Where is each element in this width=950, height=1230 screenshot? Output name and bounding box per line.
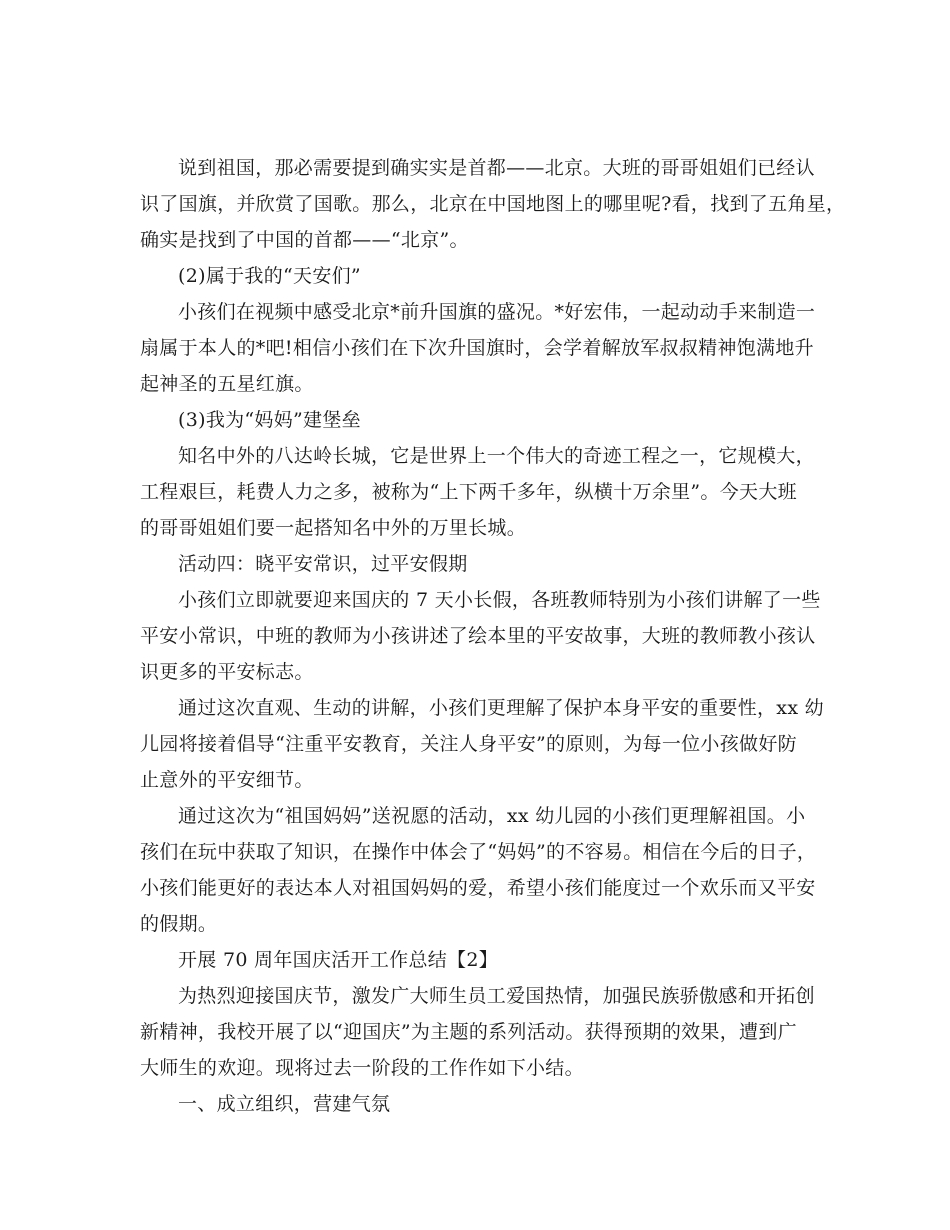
paragraph-line: 扇属于本人的*吧!相信小孩们在下次升国旗时，会学着解放军叔叔精神饱满地升 bbox=[140, 337, 814, 359]
paragraph-line: 平安小常识，中班的教师为小孩讲述了绘本里的平安故事，大班的教师教小孩认 bbox=[140, 625, 816, 647]
section-heading: 活动四：晓平安常识，过平安假期 bbox=[178, 553, 468, 575]
paragraph-line: 大师生的欢迎。现将过去一阶段的工作作如下小结。 bbox=[140, 1057, 584, 1079]
paragraph-line: 小孩们立即就要迎来国庆的 7 天小长假，各班教师特别为小孩们讲解了一些 bbox=[178, 589, 821, 611]
paragraph-line: 工程艰巨，耗费人力之多，被称为“上下两千多年，纵横十万余里”。今天大班 bbox=[140, 481, 797, 503]
paragraph-line: 的哥哥姐姐们要一起搭知名中外的万里长城。 bbox=[140, 517, 527, 539]
paragraph-line: 确实是找到了中国的首都——“北京”。 bbox=[140, 229, 469, 251]
paragraph-line: 为热烈迎接国庆节，激发广大师生员工爱国热情，加强民族骄傲感和开拓创 bbox=[178, 985, 815, 1007]
paragraph-line: 识更多的平安标志。 bbox=[140, 661, 314, 683]
paragraph-line: 的假期。 bbox=[140, 913, 218, 935]
document-heading: 开展 70 周年国庆活开工作总结【2】 bbox=[178, 949, 499, 971]
paragraph-line: 知名中外的八达岭长城，它是世界上一个伟大的奇迹工程之一，它规模大， bbox=[178, 445, 815, 467]
paragraph-line: 识了国旗，并欣赏了国歌。那么，北京在中国地图上的哪里呢?看，找到了五角星， bbox=[140, 193, 846, 215]
paragraph-line: 新精神，我校开展了以“迎国庆”为主题的系列活动。获得预期的效果，遭到广 bbox=[140, 1021, 797, 1043]
paragraph-line: 说到祖国，那必需要提到确实实是首都——北京。大班的哥哥姐姐们已经认 bbox=[178, 157, 815, 179]
paragraph-line: 小孩们在视频中感受北京*前升国旗的盛况。*好宏伟，一起动动手来制造一 bbox=[178, 301, 816, 323]
paragraph-line: 孩们在玩中获取了知识，在操作中体会了“妈妈”的不容易。相信在今后的日子， bbox=[140, 841, 817, 863]
section-heading: (2)属于我的“天安们” bbox=[178, 265, 361, 287]
paragraph-line: 起神圣的五星红旗。 bbox=[140, 373, 314, 395]
paragraph-line: 通过这次为“祖国妈妈”送祝愿的活动，xx 幼儿园的小孩们更理解祖国。小 bbox=[178, 805, 806, 827]
section-heading: (3)我为“妈妈”建堡垒 bbox=[178, 409, 361, 431]
paragraph-line: 止意外的平安细节。 bbox=[140, 769, 314, 791]
paragraph-line: 通过这次直观、生动的讲解，小孩们更理解了保护本身平安的重要性，xx 幼 bbox=[178, 697, 824, 719]
paragraph-line: 儿园将接着倡导“注重平安教育，关注人身平安”的原则，为每一位小孩做好防 bbox=[140, 733, 797, 755]
section-heading: 一、成立组织，营建气氛 bbox=[178, 1093, 391, 1115]
paragraph-line: 小孩们能更好的表达本人对祖国妈妈的爱，希望小孩们能度过一个欢乐而又平安 bbox=[140, 877, 816, 899]
